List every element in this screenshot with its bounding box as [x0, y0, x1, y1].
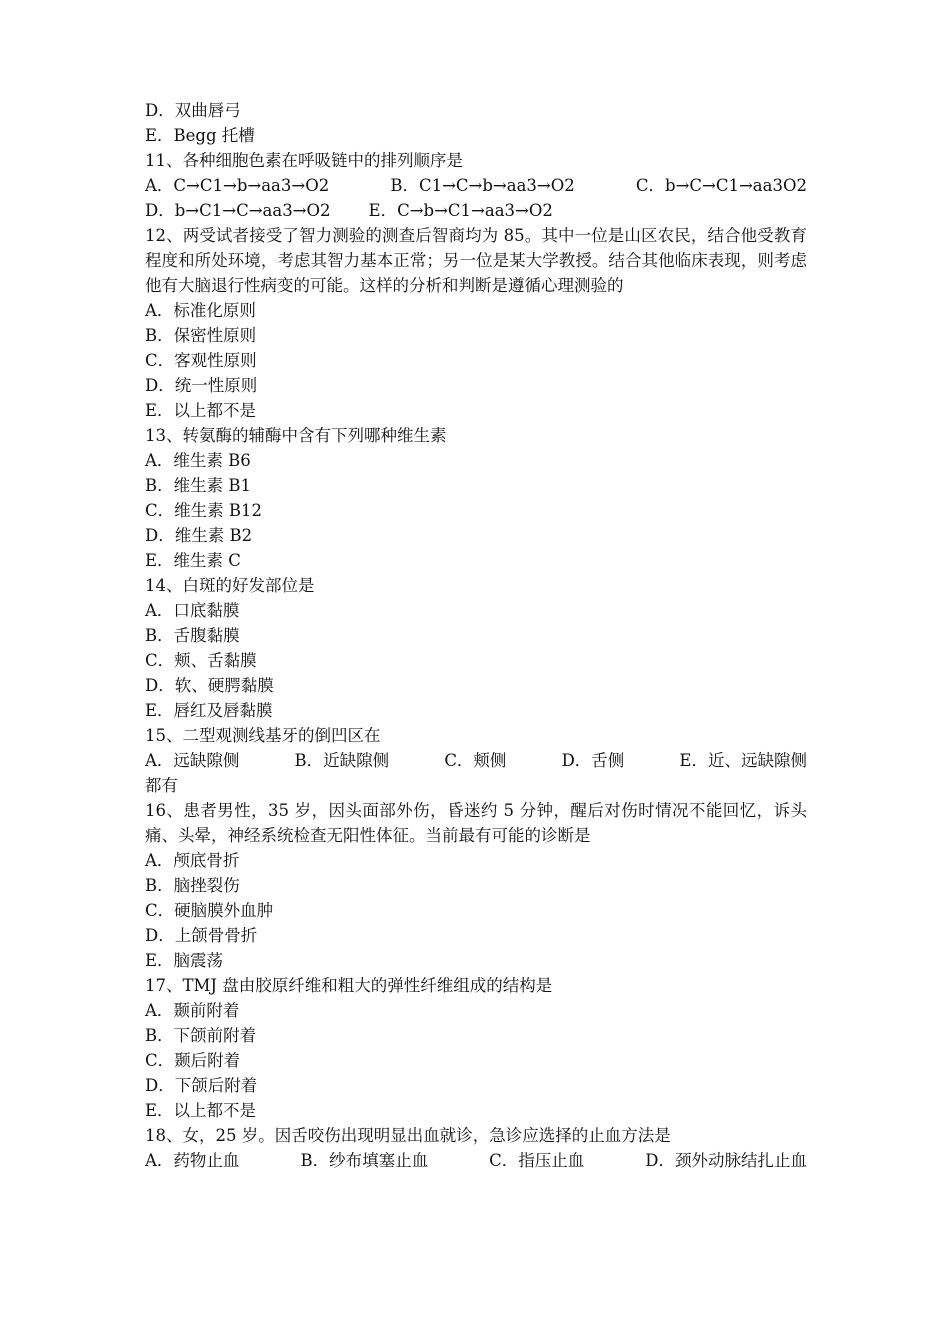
- option-e: E．脑震荡: [145, 951, 224, 970]
- option-c: C．指压止血: [489, 1151, 585, 1170]
- option-a: A．远缺隙侧: [145, 751, 240, 770]
- option-d: D．舌侧: [561, 751, 625, 770]
- question-11-options-row-2: [145, 198, 807, 223]
- option-a: A．C→C1→b→aa3→O2: [145, 176, 330, 195]
- option-e: E．以上都不是: [145, 1101, 257, 1120]
- option-a: A．维生素 B6: [145, 451, 251, 470]
- question-15-options-row: [145, 748, 807, 773]
- option-line: E．Begg 托槽: [145, 126, 255, 145]
- option-c: C．维生素 B12: [145, 501, 262, 520]
- option-d: D．颈外动脉结扎止血: [645, 1151, 807, 1170]
- option-c: C．颊、舌黏膜: [145, 651, 257, 670]
- question-12-stem: 12、两受试者接受了智力测验的测查后智商均为 85。其中一位是山区农民，结合他受教育程度和所处环境，考虑其智力基本正常；另一位是某大学教授。结合其他临床表现，则考虑他有大脑退行性病变的可能。这样的分析和判断是遵循心理测验的: [145, 226, 807, 295]
- question-14-stem: 14、白斑的好发部位是: [145, 576, 315, 595]
- option-e: E．C→b→C1→aa3→O2: [368, 201, 553, 220]
- option-b: B．下颌前附着: [145, 1026, 257, 1045]
- option-b: B．近缺隙侧: [294, 751, 390, 770]
- option-d: D．软、硬腭黏膜: [145, 676, 274, 695]
- option-e: E．以上都不是: [145, 401, 257, 420]
- option-c: C．b→C→C1→aa3O2: [635, 176, 807, 195]
- question-17-stem: 17、TMJ 盘由胶原纤维和粗大的弹性纤维组成的结构是: [145, 976, 553, 995]
- question-16-stem: 16、患者男性，35 岁，因头面部外伤，昏迷约 5 分钟，醒后对伤时情况不能回忆，诉头痛、头晕，神经系统检查无阳性体征。当前最有可能的诊断是: [145, 801, 807, 845]
- option-e-continuation: 都有: [145, 776, 178, 795]
- option-d: D．统一性原则: [145, 376, 258, 395]
- option-e: E．维生素 C: [145, 551, 241, 570]
- option-e: E．近、远缺隙侧: [679, 751, 807, 770]
- question-11-stem: 11、各种细胞色素在呼吸链中的排列顺序是: [145, 151, 463, 170]
- option-a: A．标准化原则: [145, 301, 256, 320]
- option-a: A．颅底骨折: [145, 851, 240, 870]
- option-d: D．下颌后附着: [145, 1076, 258, 1095]
- option-d: D．上颌骨骨折: [145, 926, 258, 945]
- option-b: B．保密性原则: [145, 326, 257, 345]
- option-a: A．颞前附着: [145, 1001, 240, 1020]
- option-a: A．药物止血: [145, 1151, 240, 1170]
- question-11-options-row-1: [145, 173, 807, 198]
- question-13-stem: 13、转氨酶的辅酶中含有下列哪种维生素: [145, 426, 447, 445]
- option-d: D．维生素 B2: [145, 526, 253, 545]
- option-c: C．客观性原则: [145, 351, 257, 370]
- option-b: B．维生素 B1: [145, 476, 251, 495]
- option-a: A．口底黏膜: [145, 601, 240, 620]
- option-c: C．硬脑膜外血肿: [145, 901, 274, 920]
- option-e: E．唇红及唇黏膜: [145, 701, 273, 720]
- option-b: B．脑挫裂伤: [145, 876, 240, 895]
- option-b: B．C1→C→b→aa3→O2: [390, 176, 575, 195]
- option-line: D．双曲唇弓: [145, 101, 241, 120]
- option-b: B．纱布填塞止血: [300, 1151, 429, 1170]
- option-d: D．b→C1→C→aa3→O2: [145, 201, 331, 220]
- option-c: C．颊侧: [444, 751, 507, 770]
- option-b: B．舌腹黏膜: [145, 626, 240, 645]
- option-c: C．颞后附着: [145, 1051, 241, 1070]
- exam-page: [145, 98, 807, 1173]
- question-18-stem: 18、女，25 岁。因舌咬伤出现明显出血就诊，急诊应选择的止血方法是: [145, 1126, 671, 1145]
- question-15-stem: 15、二型观测线基牙的倒凹区在: [145, 726, 381, 745]
- question-18-options-row: [145, 1148, 807, 1173]
